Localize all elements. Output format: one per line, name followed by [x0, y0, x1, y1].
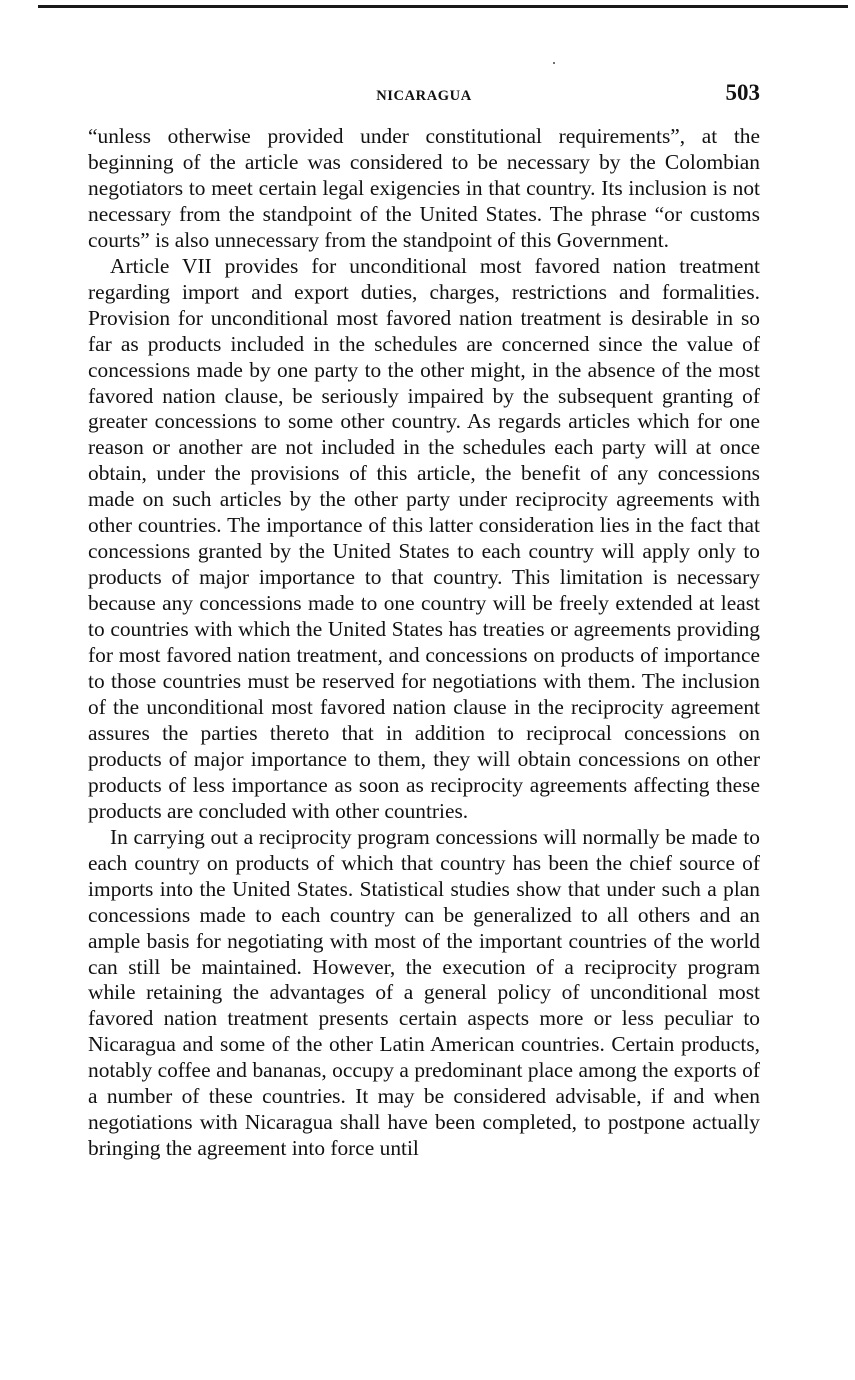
running-head: NICARAGUA: [376, 88, 472, 104]
page-number: 503: [725, 80, 760, 105]
paragraph-continuation: “unless otherwise provided under constitutional requirements”, at the beginning of the article was considered to be necessary by the Colombian negotiators to meet certain legal exigencies in that country. Its inclusion is not necessary from the standpoint of the United States. The phrase “or customs courts” is also unnecessary from the standpoint of this Government.: [88, 124, 760, 252]
speck: [553, 62, 555, 64]
page-header: [88, 80, 760, 110]
paragraph-reciprocity-program: In carrying out a reciprocity program concessions will normally be made to each country on products of which that country has been the chief source of imports into the United States. Statistical studies show that under such a plan concessions made to each country can be generalized to all others and an ample basis for negotiating with most of the important countries of the world can still be maintained. However, the execution of a reciprocity program while retaining the advantages of a general policy of unconditional most favored nation treatment presents certain aspects more or less peculiar to Nicaragua and some of the other Latin American countries. Certain products, notably coffee and bananas, occupy a predominant place among the exports of a number of these countries. It may be considered advisable, if and when negotiations with Nicaragua shall have been completed, to postpone actually bringing the agreement into force until: [88, 824, 760, 1161]
top-rule: [38, 5, 848, 8]
body-text: [88, 124, 760, 1162]
paragraph-article-vii: Article VII provides for unconditional most favored nation treatment regarding import and export duties, charges, restrictions and formalities. Provision for unconditional most favored nation treatment is desirable in so far as products included in the schedules are concerned since the value of concessions made by one party to the other might, in the absence of the most favored nation clause, be seriously impaired by the subsequent granting of greater concessions to some other country. As regards articles which for one reason or another are not included in the schedules each party will at once obtain, under the provisions of this article, the benefit of any concessions made on such articles by the other party under reciprocity agreements with other countries. The importance of this latter consideration lies in the fact that concessions granted by the United States to each country will apply only to products of major importance to that country. This limitation is necessary because any concessions made to one country will be freely extended at least to countries with which the United States has treaties or agreements providing for most favored nation treatment, and concessions on products of importance to those countries must be reserved for negotiations with them. The inclusion of the unconditional most favored nation clause in the reciprocity agreement assures the parties thereto that in addition to reciprocal concessions on products of major importance to them, they will obtain concessions on other products of less importance as soon as reciprocity agreements affecting these products are concluded with other countries.: [88, 253, 760, 823]
